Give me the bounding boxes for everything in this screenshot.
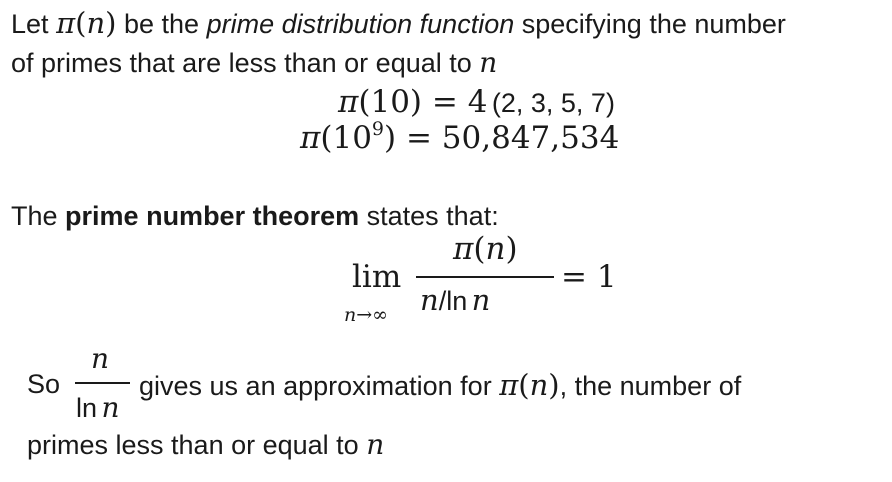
conclusion-fraction-bar bbox=[75, 382, 130, 384]
intro-line-2 bbox=[11, 46, 498, 79]
conclusion-approx: gives us an approximation for π(n), the number of bbox=[139, 368, 742, 402]
example-2: $\pi(10^9) = 50,847,534$ bbox=[300, 118, 620, 156]
conclusion-frac-denominator: ln n bbox=[76, 391, 120, 424]
limit-expression bbox=[340, 230, 617, 326]
theorem-states: states that: bbox=[366, 201, 499, 231]
limit-rhs: = 1 bbox=[561, 259, 617, 295]
theorem-line bbox=[11, 203, 499, 230]
conclusion-so: So bbox=[27, 369, 61, 399]
theorem-the: The bbox=[11, 201, 58, 231]
intro-be-the: be the bbox=[123, 9, 200, 39]
intro-term: prime distribution function bbox=[206, 9, 515, 39]
conclusion-n: n bbox=[366, 428, 385, 461]
limit-fraction-bar bbox=[416, 276, 554, 278]
intro-line-1 bbox=[11, 6, 786, 40]
conclusion-frac-numerator: n bbox=[91, 342, 110, 375]
example-1-note: (2, 3, 5, 7) bbox=[491, 88, 615, 118]
intro-specifying: specifying the number bbox=[521, 9, 786, 39]
example-2-exponent: 9 bbox=[371, 118, 385, 140]
theorem-name: prime number theorem bbox=[65, 201, 360, 231]
limit-subscript: n→∞ bbox=[344, 304, 388, 326]
intro-let: Let bbox=[11, 9, 49, 39]
limit-numerator: π(n) bbox=[453, 231, 518, 267]
intro-pi-n: π(n) bbox=[56, 6, 117, 40]
limit-denominator: n/ln n bbox=[420, 283, 491, 317]
intro-line2-text: of primes that are less than or equal to bbox=[11, 48, 472, 78]
conclusion-line-1 bbox=[27, 340, 887, 430]
example-1 bbox=[338, 84, 615, 120]
conclusion-line-2 bbox=[27, 428, 385, 461]
example-1-equation: π(10) = 4 bbox=[338, 84, 488, 120]
conclusion-line2-text: primes less than or equal to bbox=[27, 430, 359, 460]
limit-lim: lim bbox=[352, 259, 402, 295]
intro-n: n bbox=[479, 46, 498, 79]
